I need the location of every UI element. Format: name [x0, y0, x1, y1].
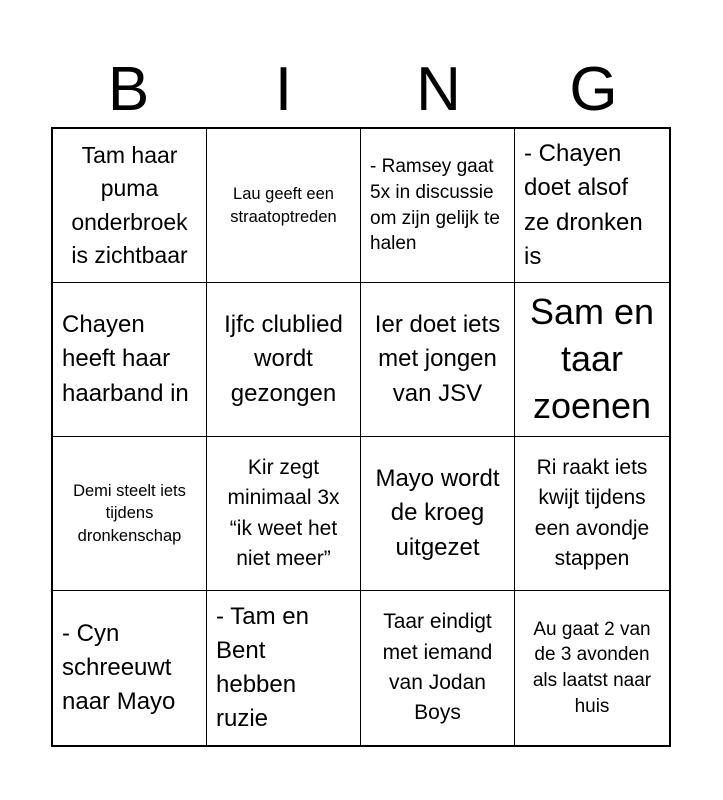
bingo-cell-2[interactable]: [207, 129, 361, 283]
bingo-cell-15[interactable]: [361, 591, 515, 745]
bingo-cell-10[interactable]: [207, 437, 361, 591]
cell-text: Taar eindigt met iemand van Jodan Boys: [382, 610, 493, 725]
header-letter-b: B: [107, 55, 150, 124]
bingo-cell-5[interactable]: [53, 283, 207, 437]
cell-text: - Ramsey gaat 5x in discussie om zijn gelijk te halen: [370, 156, 500, 255]
cell-text: Ri raakt iets kwijt tijdens een avondje stappen: [534, 455, 650, 570]
cell-text: - Tam en Bent hebben ruzie: [216, 602, 309, 733]
bingo-cell-14[interactable]: [207, 591, 361, 745]
cell-text: Sam en taar zoenen: [529, 291, 655, 426]
bingo-cell-6[interactable]: [207, 283, 361, 437]
cell-text: Ier doet iets met jongen van JSV: [374, 311, 501, 407]
header-letter-i: I: [274, 55, 293, 124]
header-letter-n: N: [416, 55, 461, 124]
cell-text: Mayo wordt de kroeg uitgezet: [375, 465, 500, 561]
cell-text: - Chayen doet alsof ze dronken is: [524, 140, 643, 270]
bingo-cell-8[interactable]: [515, 283, 669, 437]
cell-text: Kir zegt minimaal 3x “ik weet het niet meer”: [227, 455, 340, 570]
cell-text: Au gaat 2 van de 3 avonden als laatst naar huis: [532, 618, 652, 717]
bingo-cell-13[interactable]: [53, 591, 207, 745]
header-letter-g: G: [569, 55, 618, 124]
cell-text: - Cyn schreeuwt naar Mayo: [62, 619, 176, 716]
cell-text: Demi steelt iets tijdens dronkenschap: [73, 482, 186, 545]
bingo-cell-4[interactable]: [515, 129, 669, 283]
bingo-grid: [51, 127, 671, 747]
bingo-cell-12[interactable]: [515, 437, 669, 591]
cell-text: Chayen heeft haar haarband in: [62, 311, 189, 407]
bingo-cell-11[interactable]: [361, 437, 515, 591]
bingo-cell-1[interactable]: [53, 129, 207, 283]
bingo-cell-9[interactable]: [53, 437, 207, 591]
bingo-cell-7[interactable]: [361, 283, 515, 437]
bingo-cell-16[interactable]: [515, 591, 669, 745]
bingo-cell-3[interactable]: [361, 129, 515, 283]
cell-text: Ijfc clublied wordt gezongen: [224, 311, 343, 407]
cell-text: Tam haar puma onderbroek is zichtbaar: [71, 141, 188, 268]
cell-text: Lau geeft een straatoptreden: [230, 185, 337, 226]
bingo-header: [51, 52, 671, 128]
